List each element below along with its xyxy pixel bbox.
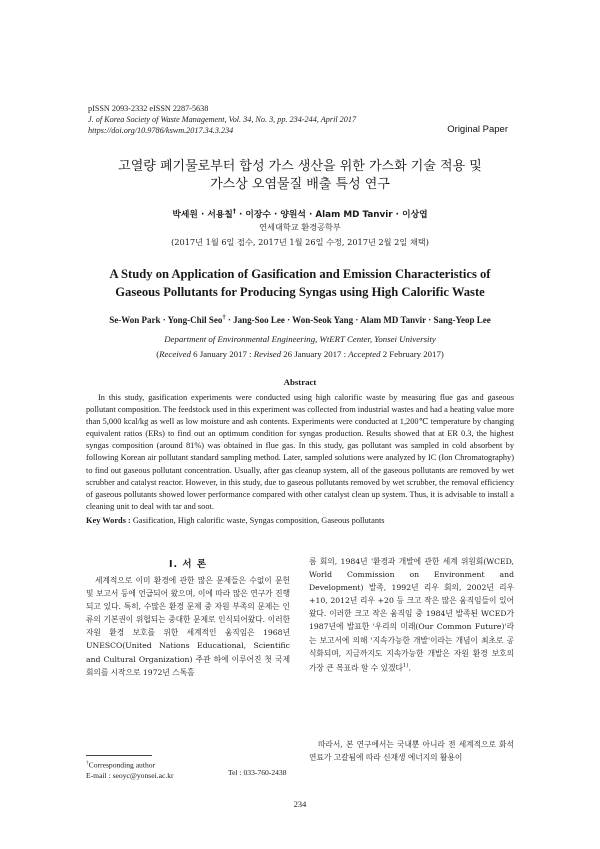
received-label: Received bbox=[159, 349, 191, 359]
corresponding-author-note: †Corresponding author bbox=[86, 760, 156, 770]
korean-affiliation: 연세대학교 환경공학부 bbox=[259, 222, 341, 232]
english-authors-pre: Se-Won Park · Yong-Chil Seo bbox=[109, 315, 223, 325]
revised-label: Revised bbox=[253, 349, 282, 359]
korean-title-line1: 고열량 폐기물로부터 합성 가스 생산을 위한 가스화 기술 적용 및 bbox=[118, 159, 482, 174]
footnote-divider bbox=[86, 755, 152, 756]
page-number: 234 bbox=[293, 800, 307, 809]
corresponding-mark: † bbox=[232, 208, 236, 216]
english-department: Department of Environmental Engineering, WtERT Center, Yonsei University bbox=[164, 334, 436, 344]
journal-header bbox=[88, 103, 356, 136]
korean-authors bbox=[60, 207, 540, 220]
footnote-tel: Tel : 033-760-2438 bbox=[228, 768, 287, 777]
korean-authors-pre: 박세원 · 서용칠 bbox=[172, 210, 233, 220]
english-title-line2: Gaseous Pollutants for Producing Syngas using High Calorific Waste bbox=[115, 285, 485, 299]
keywords bbox=[86, 516, 514, 525]
korean-authors-post: · 이장수 · 양원석 · Alam MD Tanvir · 이상엽 bbox=[235, 210, 428, 220]
accepted-label: Accepted bbox=[348, 349, 381, 359]
footnote bbox=[86, 758, 306, 781]
abstract-heading: Abstract bbox=[283, 377, 317, 387]
journal-citation: J. of Korea Society of Waste Management, Vol. 34, No. 3, pp. 234-244, April 2017 bbox=[88, 115, 357, 124]
korean-title-line2: 가스상 오염물질 배출 특성 연구 bbox=[210, 177, 390, 192]
doi-link[interactable]: https://doi.org/10.9786/kswm.2017.34.3.234 bbox=[88, 126, 234, 135]
english-authors bbox=[60, 314, 540, 325]
footnote-email: E-mail : seoyc@yonsei.ac.kr bbox=[86, 770, 174, 780]
korean-dates: (2017년 1월 6일 접수, 2017년 1월 26일 수정, 2017년 2월 2일 채택) bbox=[171, 237, 429, 247]
keywords-label: Key Words : bbox=[86, 516, 131, 525]
korean-title bbox=[60, 158, 540, 194]
corresponding-mark-en: † bbox=[222, 314, 226, 321]
section-title: I. 서 론 bbox=[168, 559, 208, 570]
english-title-line1: A Study on Application of Gasification and Emission Characteristics of bbox=[109, 267, 491, 281]
article-type-label: Original Paper bbox=[447, 124, 508, 135]
body-right-paragraph-1: 름 회의, 1984년 '환경과 개발에 관한 세계 위원회(WCED, World Commission on Environment and Development) 발족, 1992년 리우 회의, 2002년 리우+10, 2012년 리우 +20 등 크고 작은 많은 움직임들이 있어 왔다. 이러한 크고 작은 움직임 중 1984년 발족된 WCED가 1987년에 발표한 '우리의 미래(Our Common Future)'라는 보고서에 의해 '지속가능한 개발'이라는 개념이 최초로 공식화되며, 지금까지도 지속가능한 개발은 자원 환경 보호의 가장 큰 목표라 할 수 있겠다$^{1)}$. bbox=[309, 557, 514, 673]
english-title bbox=[60, 265, 540, 301]
reference-mark: 1) bbox=[402, 662, 409, 669]
body-right-paragraph-2: 따라서, 본 연구에서는 국내뿐 아니라 전 세계적으로 화석연료가 고갈됨에 따라 신재생 에너지의 활용이 bbox=[309, 740, 514, 763]
abstract-text: In this study, gasification experiments were conducted using high calorific waste by measuring flue gas and gaseous pollutant composition. The feedstock used in this experiment was collected from industrial wastes and had a heating value more than 5,000 kcal/kg as well as low moisture and ash contents. Experiments were conducted at 1,200℃ temperature by changing equivalent ratios (ERs) to find out an optimum condition for syngas production. Results showed that at ER 0.3, the highest syngas composition (around 81%) was obtained in flue gas. In this study, gas pollutant was sampled in cold absorbent by following Korean air pollutant standard sampling method. Later, sampled solutions were analyzed by IC (Ion Chromatography) to find out gaseous pollutant concentration. Usually, after gas cleanup system, all of the gaseous pollutants are removed by wet scrubber and catalyst reactor. However, in this study, due to gaseous pollutants removed by wet scrubber, the removal efficiency of gaseous pollutants showed lower performance compared with other catalyst clean up system. Thus, it is advisable to install a cleaning unit to deal with tar and soot. bbox=[86, 393, 514, 511]
body-left-paragraph: 세계적으로 이미 환경에 관한 많은 문제들은 수없이 문헌 및 보고서 등에 언급되어 왔으며, 이에 따라 많은 연구가 진행되고 있다. 특히, 수많은 환경 문제 중 자원 부족의 문제는 인류의 기본권이 위협되는 중대한 문제로 인식되어왔다. 이러한 자원 환경 보호를 위한 세계적인 움직임은 1968년 UNESCO(United Nations Educational, Scientific and Cultural Organization) 주관 하에 이루어진 첫 국제회의를 시작으로 1972년 스톡홀 bbox=[86, 576, 290, 677]
issn-line: pISSN 2093-2332 eISSN 2287-5638 bbox=[88, 104, 209, 113]
english-dates: (Received 6 January 2017 : Revised 26 January 2017 : Accepted 2 February 2017) bbox=[156, 349, 444, 359]
english-authors-post: · Jang-Soo Lee · Won-Seok Yang · Alam MD Tanvir · Sang-Yeop Lee bbox=[225, 315, 491, 325]
keywords-list: Gasification, High calorific waste, Syngas composition, Gaseous pollutants bbox=[130, 516, 385, 525]
